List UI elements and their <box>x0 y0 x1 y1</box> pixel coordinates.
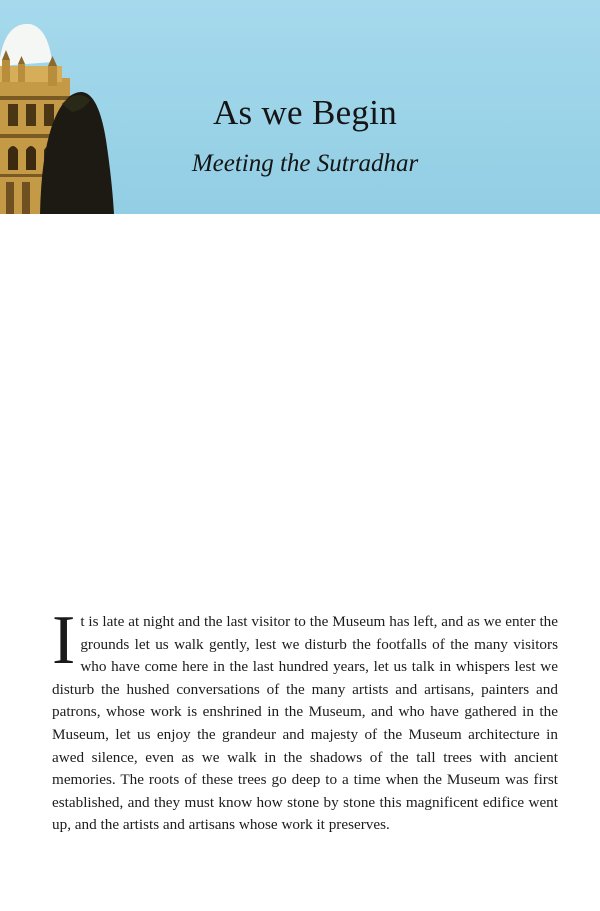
paragraph-text: t is late at night and the last visitor to the Museum has left, and as we enter the grounds let us walk gently, lest we disturb the footfalls of the many visitors who have come here in the last hundred years, let us talk in whispers lest we disturb the hushed conversations of the many artists and artisans, painters and patrons, whose work is enshrined in the Museum, and who have gathered in the Museum, let us enjoy the grandeur and majesty of the Museum architecture in awed silence, even as we walk in the shadows of the tall trees with ancient memories. The roots of these trees go deep to a time when the Museum was first established, and they must know how stone by stone this magnificent edifice went up, and the artists and artisans whose work it preserves. <box>52 613 558 834</box>
chapter-title: As we Begin <box>212 93 398 132</box>
header-banner <box>0 0 600 214</box>
drop-cap: I <box>52 602 76 679</box>
chapter-subtitle: Meeting the Sutradhar <box>191 150 419 177</box>
body-paragraph <box>52 602 558 837</box>
